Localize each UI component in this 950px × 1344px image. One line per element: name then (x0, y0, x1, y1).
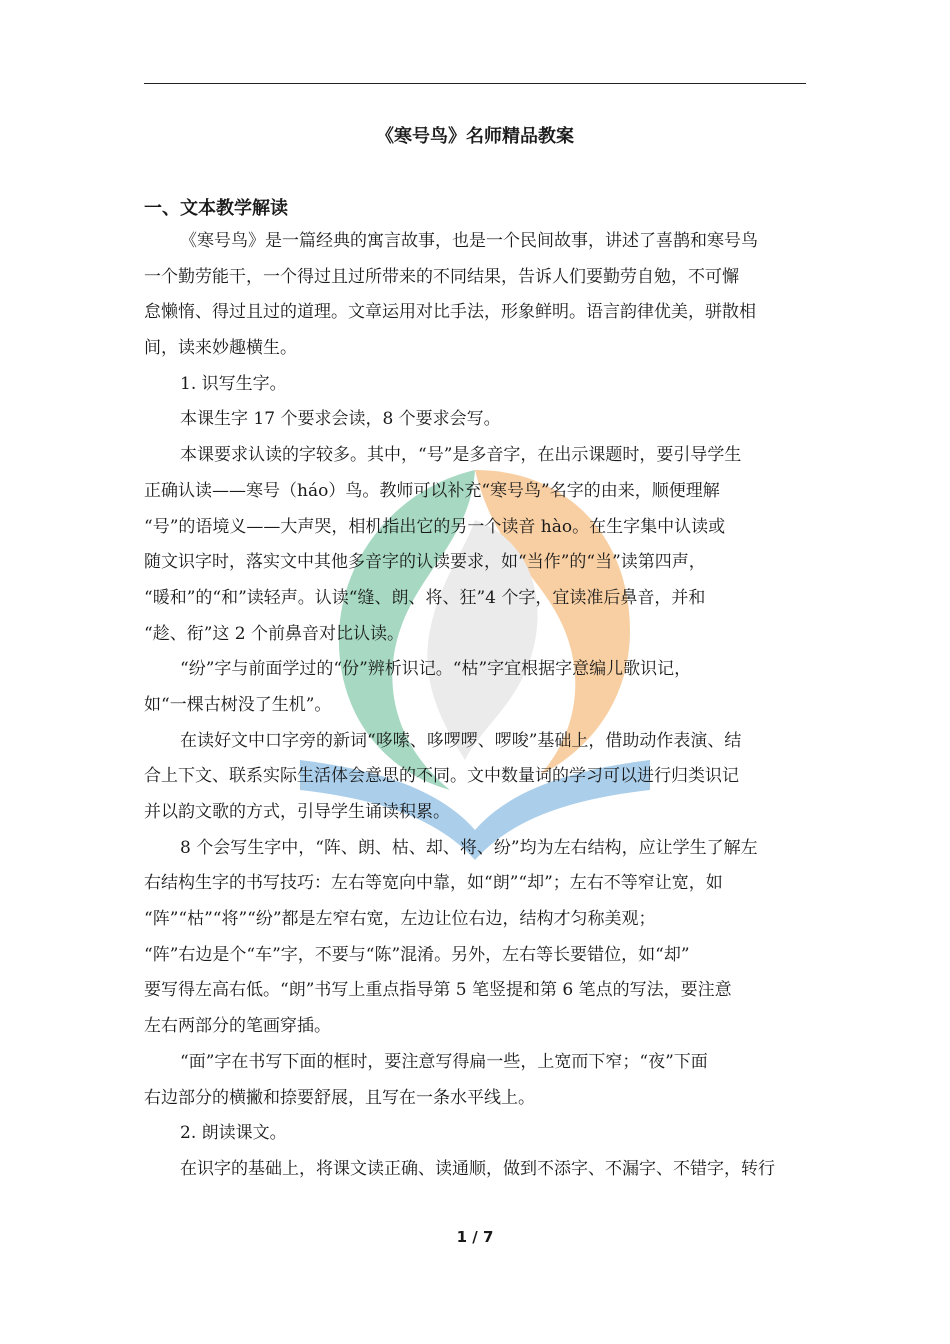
list-heading-1: 1. 识写生字。 (180, 373, 287, 394)
text-line: 右结构生字的书写技巧：左右等宽向中靠，如“朗”“却”；左右不等窄让宽，如 (144, 873, 723, 894)
text-line: 随文识字时，落实文中其他多音字的认读要求，如“当作”的“当”读第四声， (144, 552, 706, 573)
text-line: 合上下文、联系实际生活体会意思的不同。文中数量词的学习可以进行归类识记 (144, 766, 739, 787)
text-line: 8 个会写生字中，“阵、朗、枯、却、将、纷”均为左右结构，应让学生了解左 (180, 837, 758, 858)
text-line: 《寒号鸟》是一篇经典的寓言故事，也是一个民间故事，讲述了喜鹊和寒号鸟 (180, 231, 758, 251)
text-line: “阵”右边是个“车”字，不要与“陈”混淆。另外，左右等长要错位，如“却” (144, 944, 690, 965)
text-line: 并以韵文歌的方式，引导学生诵读积累。 (144, 802, 450, 822)
document-title: 《寒号鸟》名师精品教案 (376, 126, 574, 147)
text-line: 在识字的基础上，将课文读正确、读通顺，做到不添字、不漏字、不错字，转行 (180, 1158, 775, 1179)
section-heading: 一、文本教学解读 (144, 198, 288, 219)
text-line: “趁、衔”这 2 个前鼻音对比认读。 (144, 623, 405, 644)
text-line: 本课生字 17 个要求会读，8 个要求会写。 (180, 409, 501, 430)
text-line: “号”的语境义——大声哭，相机指出它的另一个读音 hào。在生字集中认读或 (144, 516, 726, 537)
text-line: 如“一棵古树没了生机”。 (144, 694, 332, 715)
text-line: 怠懒惰、得过且过的道理。文章运用对比手法，形象鲜明。语言韵律优美，骈散相 (144, 302, 756, 323)
text-line: 右边部分的横撇和捺要舒展，且写在一条水平线上。 (144, 1087, 535, 1108)
text-line: 在读好文中口字旁的新词“哆嗦、哆啰啰、啰唆”基础上，借助动作表演、结 (180, 730, 742, 751)
document-body (144, 224, 806, 1188)
text-line: 正确认读——寒号（háo）鸟。教师可以补充“寒号鸟”名字的由来，顺便理解 (144, 480, 720, 501)
list-heading-2: 2. 朗读课文。 (180, 1123, 287, 1144)
header-rule (144, 83, 806, 84)
text-line: 要写得左高右低。“朗”书写上重点指导第 5 笔竖提和第 6 笔点的写法，要注意 (144, 980, 732, 1001)
text-line: 本课要求认读的字较多。其中，“号”是多音字，在出示课题时，要引导学生 (180, 445, 742, 466)
text-line: 间，读来妙趣横生。 (144, 338, 297, 359)
text-line: 左右两部分的笔画穿插。 (144, 1016, 331, 1037)
page-number: 1 / 7 (456, 1228, 494, 1246)
text-line: “暖和”的“和”读轻声。认读“缝、朗、将、狂”4 个字，宜读准后鼻音，并和 (144, 587, 706, 608)
text-line: “阵”“枯”“将”“纷”都是左窄右宽，左边让位右边，结构才匀称美观； (144, 909, 656, 930)
text-line: 一个勤劳能干，一个得过且过所带来的不同结果，告诉人们要勤劳自勉，不可懈 (144, 266, 739, 287)
text-line: “面”字在书写下面的框时，要注意写得扁一些，上宽而下窄；“夜”下面 (180, 1051, 708, 1072)
text-line: “纷”字与前面学过的“份”辨析识记。“枯”字宜根据字意编儿歌识记， (180, 659, 692, 680)
